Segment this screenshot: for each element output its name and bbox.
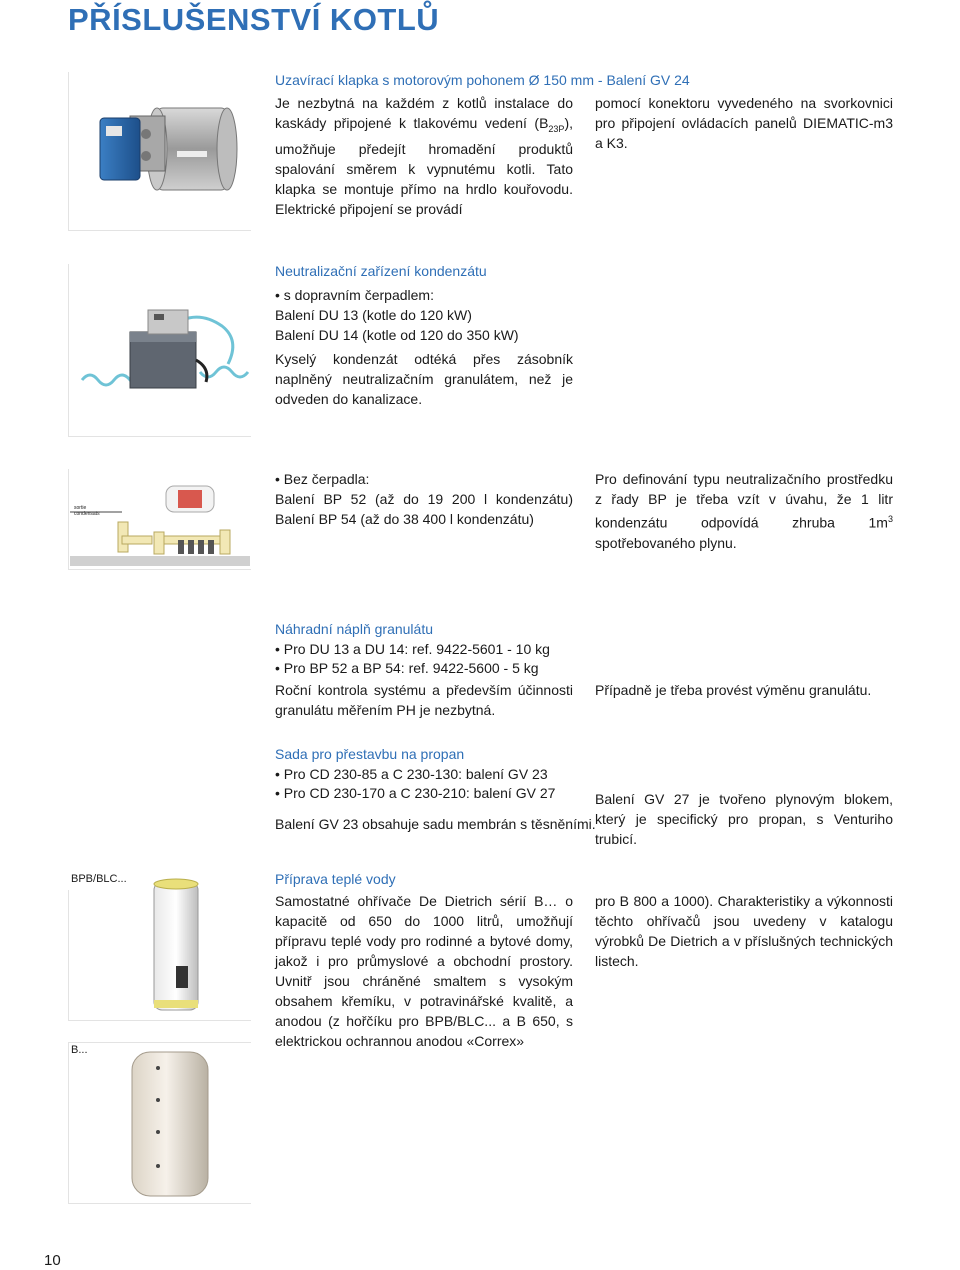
neutral-bullet: • s dopravním čerpadlem: (275, 287, 434, 303)
propane-paragraph: Balení GV 23 obsahuje sadu membrán s těsněními. (275, 816, 596, 832)
damper-image (72, 96, 242, 206)
diagram-label-sortie: sortie (74, 505, 87, 511)
propane-col2: Balení GV 27 je tvořeno plynovým blokem, který je specifický pro propan, s Venturiho trubicí. (595, 791, 893, 847)
dhw-col2: pro B 800 a 1000). Charakteristiky a výkonnosti těchto ohřívačů jsou uvedeny v katalogu výrobků De Dietrich a v příslušných technických listech. (595, 893, 893, 969)
dhw-col1: Samostatné ohřívače De Dietrich sérií B… o kapacitě od 650 do 1000 litrů, umožňují přípravu teplé vody pro rodinné a bytové domy, jakož i pro průmyslové a obchodní prostory. Uvnitř jsou chráněné smaltem s vysokým obsahem křemíku, v potravinářské kvalitě, a anodou (z hořčíku pro BPB/BLC... a B 650, s elektrickou ochrannou anodou «Correx» (275, 893, 573, 1049)
damper-subscript: 23P (548, 123, 565, 134)
neutral-line-du14: Balení DU 14 (kotle od 120 do 350 kW) (275, 327, 519, 343)
tank-label-bpb-blc: BPB/BLC... (71, 873, 127, 885)
refill-col2: Případně je třeba provést výměnu granulátu. (595, 682, 872, 698)
nopump-bullet: • Bez čerpadla: (275, 471, 370, 487)
neutral-line-du13: Balení DU 13 (kotle do 120 kW) (275, 307, 472, 323)
dhw-heading: Příprava teplé vody (275, 871, 396, 887)
tank-image-b (128, 1046, 212, 1200)
refill-bullet-du: • Pro DU 13 a DU 14: ref. 9422-5601 - 10 kg (275, 641, 550, 657)
neutral-image (72, 300, 250, 400)
page-title: PŘÍSLUŠENSTVÍ KOTLŮ (68, 2, 440, 37)
refill-heading: Náhradní náplň granulátu (275, 621, 434, 637)
nopump-text: Balení BP 52 (až do 19 200 l kondenzátu) Balení BP 54 (až do 38 400 l kondenzátu) (275, 491, 573, 527)
tank-image-bpb-blc (150, 876, 202, 1016)
refill-bullet-bp: • Pro BP 52 a BP 54: ref. 9422-5600 - 5 kg (275, 660, 539, 676)
refill-paragraph: Roční kontrola systému a především účinnosti granulátu měřením PH je nezbytná. (275, 682, 573, 718)
tank-label-b: B... (71, 1044, 88, 1056)
propane-bullet-gv27: • Pro CD 230-170 a C 230-210: balení GV 27 (275, 785, 556, 801)
neutral-paragraph: Kyselý kondenzát odtéká přes zásobník naplněný neutralizačním granulátem, než je odveden do kanalizace. (275, 351, 573, 407)
damper-text-col1 (275, 93, 573, 219)
nopump-col2 (595, 469, 893, 553)
nopump-diagram (70, 476, 250, 566)
neutral-heading: Neutralizační zařízení kondenzátu (275, 263, 487, 279)
propane-bullet-gv23: • Pro CD 230-85 a C 230-130: balení GV 23 (275, 766, 548, 782)
damper-text-part2: ), umožňuje předejít hromadění produktů spalování směrem k vypnutému kotli. Tato klapka se montuje přímo na hrdlo kouřovodu. Elektrické připojení se provádí (275, 115, 573, 217)
damper-heading: Uzavírací klapka s motorovým pohonem Ø 150 mm - Balení GV 24 (275, 72, 690, 88)
nopump-superscript: 3 (887, 514, 893, 524)
page-number: 10 (44, 1252, 61, 1269)
nopump-col2-part2: spotřebovaného plynu. (595, 534, 737, 551)
propane-heading: Sada pro přestavbu na propan (275, 746, 465, 762)
diagram-label-condensats: condensats (74, 511, 100, 517)
damper-text-col2: pomocí konektoru vyvedeného na svorkovnici pro připojení ovládacích panelů DIEMATIC-m3 a K3. (595, 95, 893, 151)
damper-text-part1: Je nezbytná na každém z kotlů instalace do kaskády připojené k tlakovému vedení (B (275, 95, 573, 131)
nopump-col2-part1: Pro definování typu neutralizačního prostředku z řady BP je třeba vzít v úvahu, že 1 litr kondenzátu odpovídá zhruba 1m (595, 471, 893, 531)
